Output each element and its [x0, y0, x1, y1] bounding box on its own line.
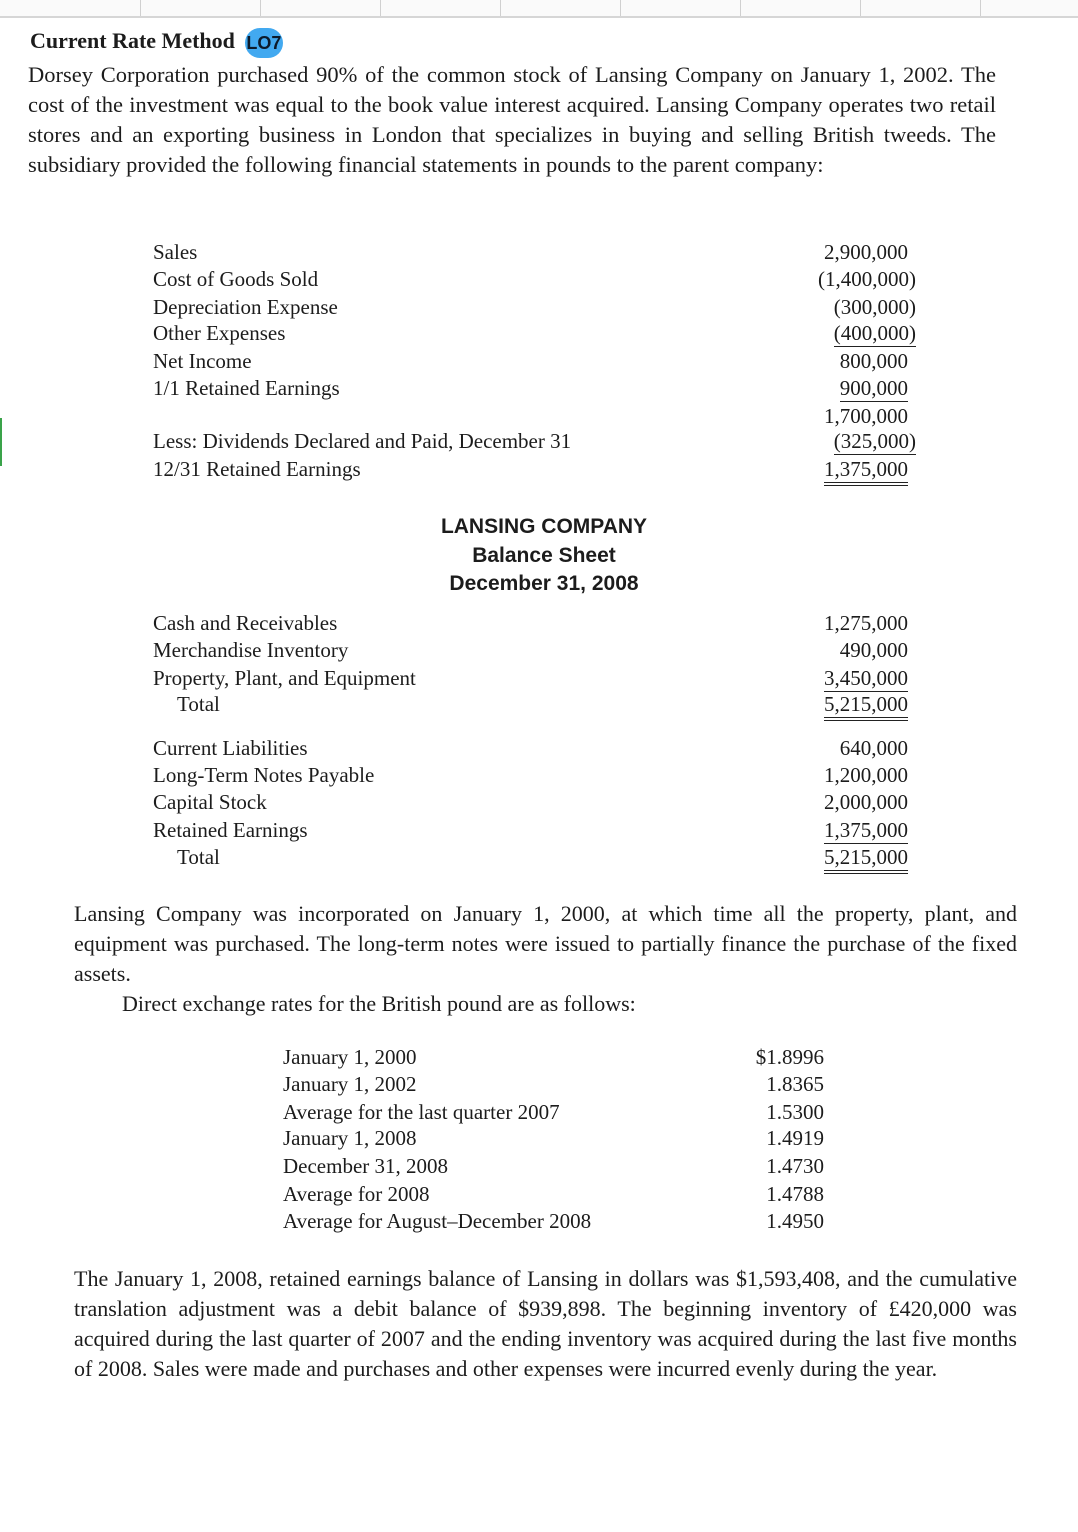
top-ruler: [0, 0, 1078, 18]
is-label-net-income: Net Income: [153, 349, 252, 373]
learning-objective-badge: LO7: [245, 28, 283, 58]
bs-value-capital-stock: 2,000,000: [824, 790, 908, 814]
is-label-cogs: Cost of Goods Sold: [153, 267, 319, 291]
bs-label-notes-payable: Long-Term Notes Payable: [153, 763, 375, 787]
bs-value-current-liabilities: 640,000: [839, 736, 908, 760]
bs-label-total-liabilities-equity: Total: [177, 845, 220, 869]
is-value-depreciation: (300,000): [833, 295, 916, 319]
bs-label-ppe: Property, Plant, and Equipment: [153, 666, 416, 690]
section-heading: [30, 28, 283, 58]
is-value-sales: 2,900,000: [824, 240, 908, 264]
closing-paragraph: [74, 1264, 1017, 1384]
rate-value: 1.4950: [766, 1209, 824, 1233]
statement-date: December 31, 2008: [449, 572, 639, 595]
bs-value-ppe: 3,450,000: [824, 666, 908, 690]
rate-label: December 31, 2008: [283, 1154, 449, 1178]
rate-value: 1.8365: [766, 1072, 824, 1096]
rate-label: January 1, 2002: [283, 1072, 417, 1096]
rate-label: January 1, 2000: [283, 1045, 417, 1069]
bs-value-total-liabilities-equity: 5,215,000: [824, 844, 908, 874]
rate-value: 1.5300: [766, 1100, 824, 1124]
is-label-ending-re: 12/31 Retained Earnings: [153, 457, 361, 481]
bs-value-retained-earnings: 1,375,000: [824, 818, 908, 842]
is-value-ending-re: 1,375,000: [824, 456, 908, 486]
is-value-other-expenses: (400,000): [833, 321, 916, 345]
rates-intro-text: Direct exchange rates for the British pound are as follows:: [122, 991, 636, 1016]
is-value-subtotal: 1,700,000: [824, 404, 908, 428]
bs-label-capital-stock: Capital Stock: [153, 790, 267, 814]
bs-value-notes-payable: 1,200,000: [824, 763, 908, 787]
is-label-sales: Sales: [153, 240, 198, 264]
bs-label-current-liabilities: Current Liabilities: [153, 736, 308, 760]
bs-value-inventory: 490,000: [839, 638, 908, 662]
bs-label-retained-earnings: Retained Earnings: [153, 818, 308, 842]
rate-label: January 1, 2008: [283, 1126, 417, 1150]
bs-value-total-assets: 5,215,000: [824, 691, 908, 721]
rate-value: 1.4788: [766, 1182, 824, 1206]
is-label-beginning-re: 1/1 Retained Earnings: [153, 376, 340, 400]
section-title: Current Rate Method: [30, 28, 235, 54]
bs-label-cash: Cash and Receivables: [153, 611, 338, 635]
intro-text: Dorsey Corporation purchased 90% of the common stock of Lansing Company on January 1, 2002. The cost of the investment was equal to the book value interest acquired. Lansing Company operates two retail stores and an exporting business in London that specializes in buying and selling British tweeds. The subsidiary provided the following financial statements in pounds to the parent company:: [28, 62, 996, 177]
incorporation-text: Lansing Company was incorporated on January 1, 2000, at which time all the property, plant, and equipment was purchased. The long-term notes were issued to partially finance the purchase of the fixed assets.: [74, 901, 1017, 986]
left-edge-marker: [0, 418, 2, 466]
rate-value: 1.4730: [766, 1154, 824, 1178]
rate-value: 1.4919: [766, 1126, 824, 1150]
is-value-dividends: (325,000): [833, 429, 916, 453]
intro-paragraph: [28, 60, 996, 180]
company-name: LANSING COMPANY: [440, 515, 648, 538]
rate-value: $1.8996: [755, 1045, 824, 1069]
closing-text: The January 1, 2008, retained earnings balance of Lansing in dollars was $1,593,408, and the cumulative translation adjustment was a debit balance of $939,898. The beginning inventory of £420,000 was acquired during the last quarter of 2007 and the ending inventory was acquired during the last five months of 2008. Sales were made and purchases and other expenses were incurred evenly during the year.: [74, 1266, 1017, 1381]
is-value-cogs: (1,400,000): [818, 267, 916, 291]
is-value-net-income: 800,000: [839, 349, 908, 373]
bs-label-total-assets: Total: [177, 692, 220, 716]
rate-label: Average for August–December 2008: [283, 1209, 592, 1233]
is-label-depreciation: Depreciation Expense: [153, 295, 338, 319]
incorporation-paragraph: [74, 899, 1017, 1019]
rate-label: Average for the last quarter 2007: [283, 1100, 560, 1124]
statement-title: Balance Sheet: [472, 544, 616, 567]
rate-label: Average for 2008: [283, 1182, 430, 1206]
is-label-other-expenses: Other Expenses: [153, 321, 286, 345]
bs-value-cash: 1,275,000: [824, 611, 908, 635]
is-label-dividends: Less: Dividends Declared and Paid, December 31: [153, 429, 572, 453]
is-value-beginning-re: 900,000: [839, 376, 908, 400]
bs-label-inventory: Merchandise Inventory: [153, 638, 349, 662]
